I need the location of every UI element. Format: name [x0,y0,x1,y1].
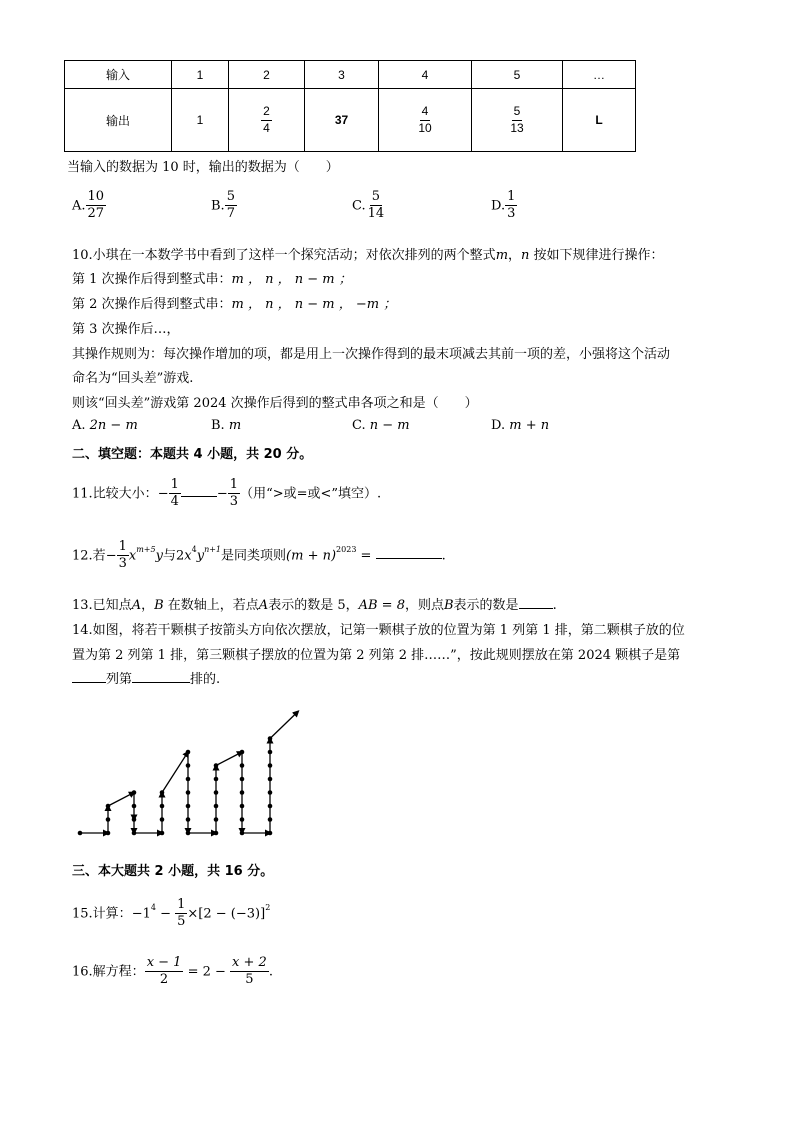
q10-rule-line2: 命名为“回头差”游戏. [72,371,194,386]
fraction: $\frac{4}{10}$ [418,104,432,135]
table-cell: … [563,61,636,89]
q10-step2: 第 2 次操作后得到整式串：m ， n ， n − m ， −m ； [72,297,397,312]
chess-piece-dot [268,831,273,836]
q10-question: 则该“回头差”游戏第 2024 次操作后得到的整式串各项之和是（ ） [72,396,478,411]
chess-piece-dot [132,804,137,809]
table-cell: 37 [305,89,379,152]
table-header-output: 输出 [65,89,172,152]
q10-option-a: A. 2n − m [72,418,138,433]
q10-step1: 第 1 次操作后得到整式串：m ， n ， n − m ； [72,272,352,287]
chess-piece-dot [214,763,219,768]
table-cell: L [563,89,636,152]
chess-piece-dot [240,831,245,836]
fraction: $\frac{10}{27}$ [87,189,105,222]
chess-piece-dot [240,790,245,795]
chess-piece-dot [132,817,137,822]
arrow-12 [216,752,242,766]
answer-blank[interactable] [519,596,553,609]
q10-option-d: D. m + n [491,418,550,433]
chess-piece-dot [106,831,111,836]
fraction: $\frac{x - 1}{2}$ [146,955,182,988]
q10-option-c: C. n − m [352,418,410,433]
table-cell [472,89,563,152]
fraction: $\frac{5}{13}$ [510,104,524,135]
chess-piece-dot [186,777,191,782]
chess-piece-dot [160,831,165,836]
q12: 12.若− $\frac{1}{3}$ $x^{m+5}y$与$2x^4y^{n+1}$是同类项则$(m + n)^{2023}$ = . [72,539,446,572]
fraction: $\frac{2}{4}$ [263,104,270,135]
chess-piece-dot [214,831,219,836]
fraction: $\frac{5}{7}$ [226,189,235,222]
chess-piece-dot [268,750,273,755]
chess-piece-dot [240,804,245,809]
chess-piece-dot [240,750,245,755]
chess-piece-dot [186,750,191,755]
q9-stem: 当输入的数据为 10 时，输出的数据为（ ） [67,160,339,175]
table-header-input: 输入 [65,61,172,89]
q10-rule-line1: 其操作规则为：每次操作增加的项，都是用上一次操作得到的最末项减去其前一项的差，小强将这个活动 [72,347,671,362]
table-cell [229,89,305,152]
chess-piece-dot [106,817,111,822]
q11: 11.比较大小：− $\frac{1}{4}$ − $\frac{1}{3}$ （用“>或=或<”填空）. [72,477,382,510]
chess-piece-dot [186,831,191,836]
q15: 15.计算：$-1^4$ − $\frac{1}{5}$ $\times[2 - (-3)]^2$ [72,897,271,930]
chess-piece-dot [160,804,165,809]
chess-piece-dot [268,777,273,782]
section-heading-3: 三、本大题共 2 小题，共 16 分。 [72,864,274,879]
table-cell: 1 [172,61,229,89]
chess-piece-dot [240,777,245,782]
input-output-table [64,60,636,152]
chess-piece-dot [78,831,83,836]
chess-piece-dot [214,790,219,795]
q10-option-b: B. m [211,418,242,433]
chess-piece-dot [132,831,137,836]
q16: 16.解方程： $\frac{x - 1}{2}$ = 2 − $\frac{x + 2}{5}$ . [72,955,273,988]
q9-option-b: B. $\frac{5}{7}$ [211,189,235,222]
table-cell: 1 [172,89,229,152]
chess-piece-dot [268,817,273,822]
chess-piece-dot [186,817,191,822]
chess-piece-dot [186,790,191,795]
q10-step3: 第 3 次操作后…， [72,322,180,337]
chess-piece-dot [214,817,219,822]
answer-blank-row[interactable] [132,670,190,683]
q9-option-c: C. $\frac{5}{14}$ [352,189,385,222]
table-row [65,61,636,89]
fraction: $\frac{1}{5}$ [177,897,186,930]
fraction: $\frac{1}{3}$ [507,189,516,222]
q10-line1: 10.小琪在一本数学书中看到了这样一个探究活动；对依次排列的两个整式m，n 按如下规律进行操作： [72,248,664,263]
chess-piece-dot [186,804,191,809]
answer-blank[interactable] [376,546,442,559]
q9-option-d: D. $\frac{1}{3}$ [491,189,516,222]
table-cell: 3 [305,61,379,89]
chess-piece-dot [160,790,165,795]
q14-line1: 14.如图，将若干颗棋子按箭头方向依次摆放，记第一颗棋子放的位置为第 1 列第 1 排，第二颗棋子放的位 [72,623,685,638]
arrow-3 [108,793,134,807]
table-cell [379,89,472,152]
table-row [65,89,636,152]
table-cell: 4 [379,61,472,89]
q13: 13.已知点A，B 在数轴上，若点A表示的数是 5，AB = 8，则点B表示的数是 . [72,598,557,613]
chess-piece-dot [268,763,273,768]
chess-piece-arrangement-figure [70,695,310,845]
chess-piece-dot [214,777,219,782]
chess-piece-dot [268,790,273,795]
answer-blank[interactable] [181,484,217,497]
fraction: $\frac{1}{3}$ [118,539,127,572]
section-heading-2: 二、填空题：本题共 4 小题，共 20 分。 [72,447,313,462]
chess-piece-dot [132,790,137,795]
chess-piece-dot [268,736,273,741]
chess-piece-dot [106,804,111,809]
q9-option-a: A. $\frac{10}{27}$ [72,189,105,222]
chess-piece-dot [160,817,165,822]
answer-blank-column[interactable] [72,670,106,683]
chess-piece-dot [240,763,245,768]
q14-line2: 置为第 2 列第 1 排，第三颗棋子摆放的位置为第 2 列第 2 排……”，按此规则摆放在第 2024 颗棋子是第 [72,648,681,663]
fraction: $\frac{x + 2}{5}$ [232,955,267,988]
chess-piece-dot [186,763,191,768]
fraction: $\frac{1}{3}$ [229,477,239,510]
arrow-8 [162,752,188,793]
chess-piece-dot [240,817,245,822]
arrow-16 [270,712,298,739]
chess-piece-dot [268,804,273,809]
fraction: $\frac{5}{14}$ [367,189,385,222]
table-cell: 2 [229,61,305,89]
table-cell: 5 [472,61,563,89]
q14-line3: 列第 排的. [72,668,220,687]
fraction: $\frac{1}{4}$ [170,477,179,510]
chess-piece-dot [214,804,219,809]
